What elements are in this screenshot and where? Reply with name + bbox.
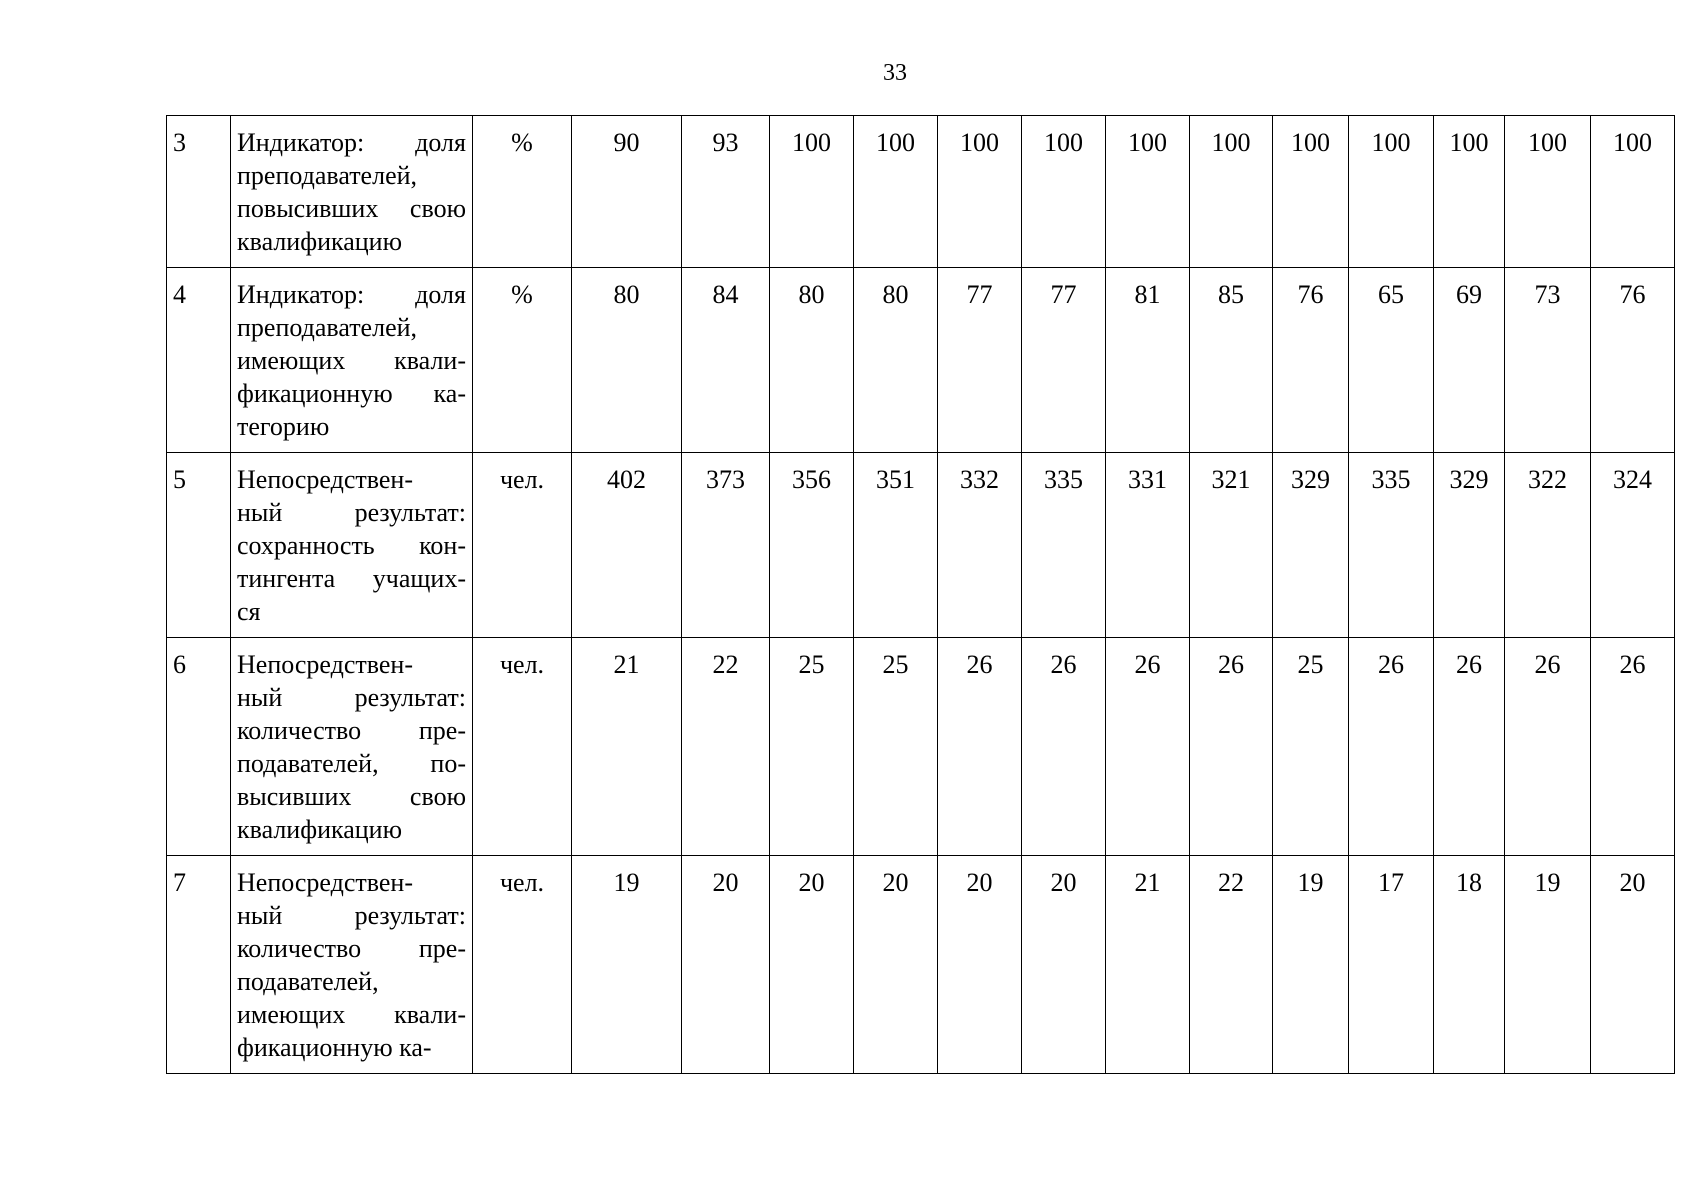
value-cell: 19 [1505, 856, 1591, 1074]
value-cell: 80 [770, 268, 854, 453]
value-cell: 332 [938, 453, 1022, 638]
value-cell: 21 [572, 638, 682, 856]
value-cell: 19 [572, 856, 682, 1074]
value-cell: 329 [1273, 453, 1349, 638]
indicator-name-line: подавателей, по- [237, 749, 466, 778]
value-cell: 20 [854, 856, 938, 1074]
value-cell: 356 [770, 453, 854, 638]
value-cell: 100 [1434, 116, 1505, 268]
value-cell: 84 [682, 268, 770, 453]
value-cell: 93 [682, 116, 770, 268]
value-cell: 76 [1591, 268, 1675, 453]
value-cell: 26 [1591, 638, 1675, 856]
row-number-cell: 3 [167, 116, 231, 268]
unit-cell: % [473, 268, 572, 453]
indicator-name-line: подавателей, [237, 967, 379, 996]
table-row [167, 856, 1675, 1074]
value-cell: 100 [1190, 116, 1273, 268]
indicator-name-line: высивших свою [237, 782, 466, 811]
value-cell: 17 [1349, 856, 1434, 1074]
value-cell: 100 [1349, 116, 1434, 268]
value-cell: 25 [1273, 638, 1349, 856]
value-cell: 26 [1434, 638, 1505, 856]
indicator-name-line: фикационную ка- [237, 1033, 432, 1062]
row-number-cell: 6 [167, 638, 231, 856]
value-cell: 331 [1106, 453, 1190, 638]
value-cell: 18 [1434, 856, 1505, 1074]
value-cell: 26 [938, 638, 1022, 856]
value-cell: 335 [1349, 453, 1434, 638]
value-cell: 335 [1022, 453, 1106, 638]
indicator-name-line: квалификацию [237, 227, 403, 256]
value-cell: 321 [1190, 453, 1273, 638]
value-cell: 100 [1505, 116, 1591, 268]
indicator-name-line: фикационную ка- [237, 379, 466, 408]
indicator-name-line: ся [237, 597, 261, 626]
value-cell: 22 [682, 638, 770, 856]
value-cell: 329 [1434, 453, 1505, 638]
indicator-name-line: Непосредствен- [237, 650, 413, 679]
indicator-name-cell [231, 453, 473, 638]
indicator-name-cell [231, 268, 473, 453]
value-cell: 20 [1022, 856, 1106, 1074]
table-row [167, 453, 1675, 638]
table-row [167, 116, 1675, 268]
indicator-name-line: Непосредствен- [237, 465, 413, 494]
value-cell: 26 [1106, 638, 1190, 856]
value-cell: 19 [1273, 856, 1349, 1074]
indicators-table [166, 115, 1675, 1074]
page-number: 33 [883, 60, 907, 86]
value-cell: 73 [1505, 268, 1591, 453]
unit-cell: чел. [473, 638, 572, 856]
indicator-name-line: Непосредствен- [237, 868, 413, 897]
value-cell: 26 [1022, 638, 1106, 856]
value-cell: 81 [1106, 268, 1190, 453]
row-number-cell: 7 [167, 856, 231, 1074]
value-cell: 21 [1106, 856, 1190, 1074]
indicator-name-line: Индикатор: доля [237, 128, 466, 157]
value-cell: 76 [1273, 268, 1349, 453]
value-cell: 100 [938, 116, 1022, 268]
indicator-name-line: повысивших свою [237, 194, 466, 223]
indicator-name-line: ный результат: [237, 683, 466, 712]
unit-cell: чел. [473, 856, 572, 1074]
unit-cell: % [473, 116, 572, 268]
value-cell: 100 [1591, 116, 1675, 268]
value-cell: 77 [938, 268, 1022, 453]
unit-cell: чел. [473, 453, 572, 638]
indicator-name-line: квалификацию [237, 815, 403, 844]
value-cell: 322 [1505, 453, 1591, 638]
table-row [167, 638, 1675, 856]
value-cell: 351 [854, 453, 938, 638]
value-cell: 25 [770, 638, 854, 856]
value-cell: 100 [770, 116, 854, 268]
value-cell: 26 [1505, 638, 1591, 856]
indicator-name-line: преподавателей, [237, 161, 418, 190]
value-cell: 20 [938, 856, 1022, 1074]
value-cell: 20 [770, 856, 854, 1074]
indicator-name-line: тингента учащих- [237, 564, 466, 593]
indicator-name-line: сохранность кон- [237, 531, 466, 560]
value-cell: 26 [1190, 638, 1273, 856]
value-cell: 100 [1022, 116, 1106, 268]
indicator-name-cell [231, 638, 473, 856]
value-cell: 26 [1349, 638, 1434, 856]
row-number-cell: 4 [167, 268, 231, 453]
value-cell: 20 [682, 856, 770, 1074]
value-cell: 80 [854, 268, 938, 453]
value-cell: 80 [572, 268, 682, 453]
indicator-name-line: ный результат: [237, 901, 466, 930]
value-cell: 100 [1273, 116, 1349, 268]
value-cell: 100 [854, 116, 938, 268]
value-cell: 69 [1434, 268, 1505, 453]
value-cell: 90 [572, 116, 682, 268]
value-cell: 20 [1591, 856, 1675, 1074]
value-cell: 65 [1349, 268, 1434, 453]
value-cell: 373 [682, 453, 770, 638]
value-cell: 324 [1591, 453, 1675, 638]
value-cell: 77 [1022, 268, 1106, 453]
indicator-name-line: имеющих квали- [237, 346, 466, 375]
indicator-name-line: количество пре- [237, 716, 466, 745]
value-cell: 402 [572, 453, 682, 638]
row-number-cell: 5 [167, 453, 231, 638]
indicator-name-line: имеющих квали- [237, 1000, 466, 1029]
indicator-name-line: Индикатор: доля [237, 280, 466, 309]
table-row [167, 268, 1675, 453]
value-cell: 100 [1106, 116, 1190, 268]
value-cell: 85 [1190, 268, 1273, 453]
indicator-name-line: ный результат: [237, 498, 466, 527]
indicator-name-line: тегорию [237, 412, 330, 441]
value-cell: 22 [1190, 856, 1273, 1074]
indicator-name-line: количество пре- [237, 934, 466, 963]
indicator-name-cell [231, 856, 473, 1074]
value-cell: 25 [854, 638, 938, 856]
indicator-name-cell [231, 116, 473, 268]
indicator-name-line: преподавателей, [237, 313, 418, 342]
